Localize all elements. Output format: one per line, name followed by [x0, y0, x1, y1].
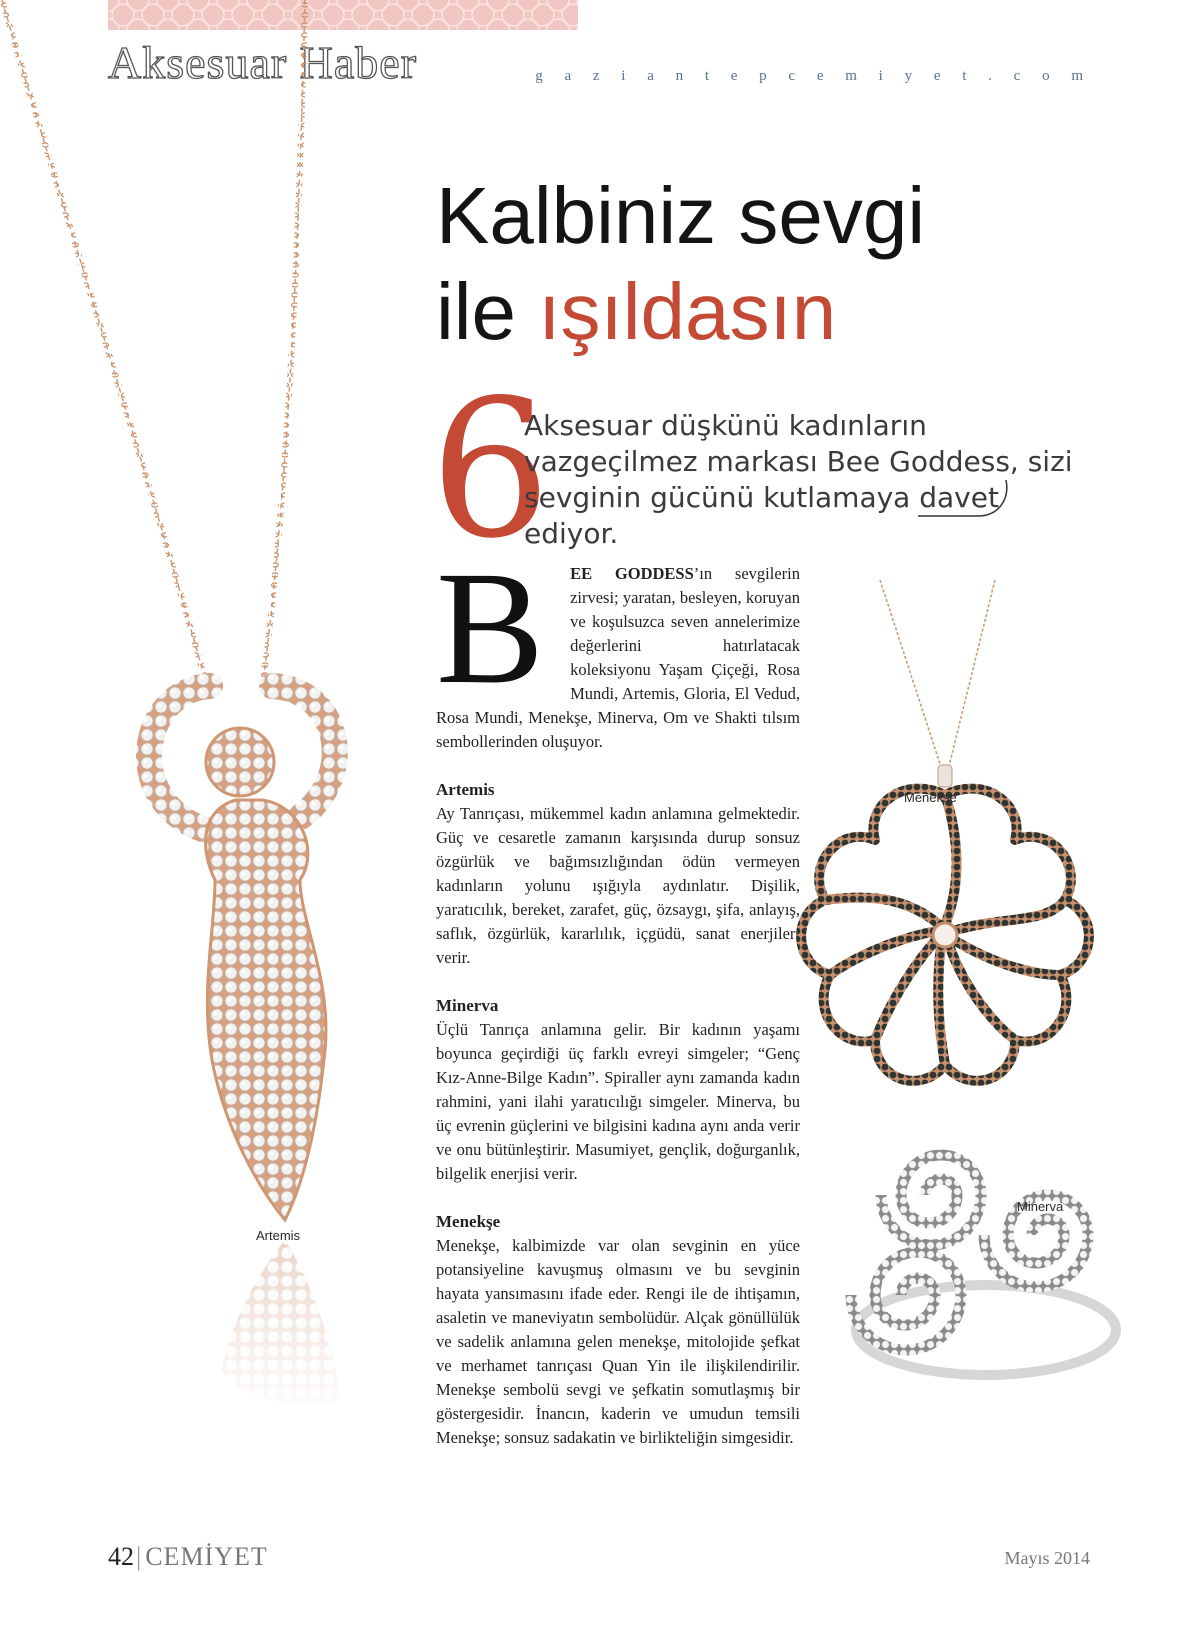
headline-accent: ışıldasın	[538, 267, 837, 356]
lede-text: Aksesuar düşkünü kadınların vazgeçilmez markası Bee Goddess, sizi sevginin gücünü kutlamaya davet ediyor.	[524, 409, 1073, 550]
section-heading-menekse: Menekşe	[436, 1212, 501, 1231]
brand-name: EE GODDESS	[570, 564, 694, 583]
caption-artemis: Artemis	[256, 1228, 301, 1243]
caption-menekse: Menekşe	[904, 790, 957, 805]
section-heading-artemis: Artemis	[436, 780, 495, 799]
footer-folio	[108, 1542, 268, 1572]
headline-line-2	[436, 264, 925, 360]
section-title: Aksesuar Haber	[108, 37, 418, 88]
article-body	[436, 539, 800, 1474]
article-intro	[436, 539, 800, 754]
section-text-menekse: Menekşe, kalbimizde var olan sevginin en yüce potansiyeline kavuşmuş olmasını ve bu sevginin hayata yansımasını ifade eder. Rengi ile de ihtişamın, asaletin ve maneviyatın sembolüdür. Alçak gönüllülük ve sadelik anlamına gelen menekşe, mitolojide şefkat ve merhamet tanrıçası Quan Yin ile ilişkilendirilir. Menekşe sembolü sevgi ve şefkatin somutlaşmış bir göstergesidir. İnancın, kaderin ve umudun temsili Menekşe; sonsuz sadakatin ve birlikteliğin simgesidir.	[436, 1236, 800, 1447]
headline-line-1: Kalbiniz sevgi	[436, 171, 926, 260]
caption-minerva: Minerva	[1017, 1199, 1064, 1214]
magazine-name: CEMİYET	[145, 1542, 268, 1571]
intro-text: ’ın sevgilerin zirvesi; yaratan, besleyen, koruyan ve koşulsuzca seven annelerimize değerlerini hatırlatacak koleksiyonu Yaşam Çiçeği, Rosa Mundi, Artemis, Gloria, El Vedud, Rosa Mundi, Menekşe, Minerva, Om ve Shakti tılsım sembollerinden oluşuyor.	[436, 564, 800, 751]
open-quote-icon: 6	[430, 359, 551, 580]
lede-curl-ornament	[918, 478, 1008, 518]
site-url[interactable]: g a z i a n t e p c e m i y e t . c o m	[535, 68, 1092, 84]
headline	[436, 168, 925, 360]
drop-cap: B	[436, 539, 545, 718]
issue-date: Mayıs 2014	[1004, 1548, 1090, 1568]
page-number: 42	[108, 1542, 134, 1571]
section-heading-minerva: Minerva	[436, 996, 499, 1015]
artemis-necklace-image	[0, 0, 420, 1420]
headline-line-2-plain: ile	[436, 267, 539, 356]
section-text-artemis: Ay Tanrıçası, mükemmel kadın anlamına gelmektedir. Güç ve cesaretle zamanın karşısında durup sonsuz özgürlük ve bağımsızlığından ödün vermeyen kadınların yolunu ışığıyla aydınlatır. Dişilik, yaratıcılık, bereket, zarafet, güç, özsaygı, şifa, anlayış, saflık, özgürlük, kararlılık, içgüdü, sanat enerjileri verir.	[436, 804, 800, 967]
minerva-ring-image	[836, 1115, 1126, 1395]
menekse-pendant-image	[810, 580, 1110, 1080]
section-text-minerva: Üçlü Tanrıça anlamına gelir. Bir kadının yaşamı boyunca geçirdiği üç farklı evreyi simgeler; “Genç Kız-Anne-Bilge Kadın”. Spiraller aynı zamanda kadın rahmini, yani ilahi yaratıcılığı simgeler. Minerva, bu üç evrenin güçlerini ve bilgisini kadına aynı anda verir ve onu bütünleştirir. Masumiyet, gençlik, doğurganlık, bilgelik enerjisi verir.	[436, 1020, 800, 1183]
footer-separator: |	[136, 1542, 142, 1571]
